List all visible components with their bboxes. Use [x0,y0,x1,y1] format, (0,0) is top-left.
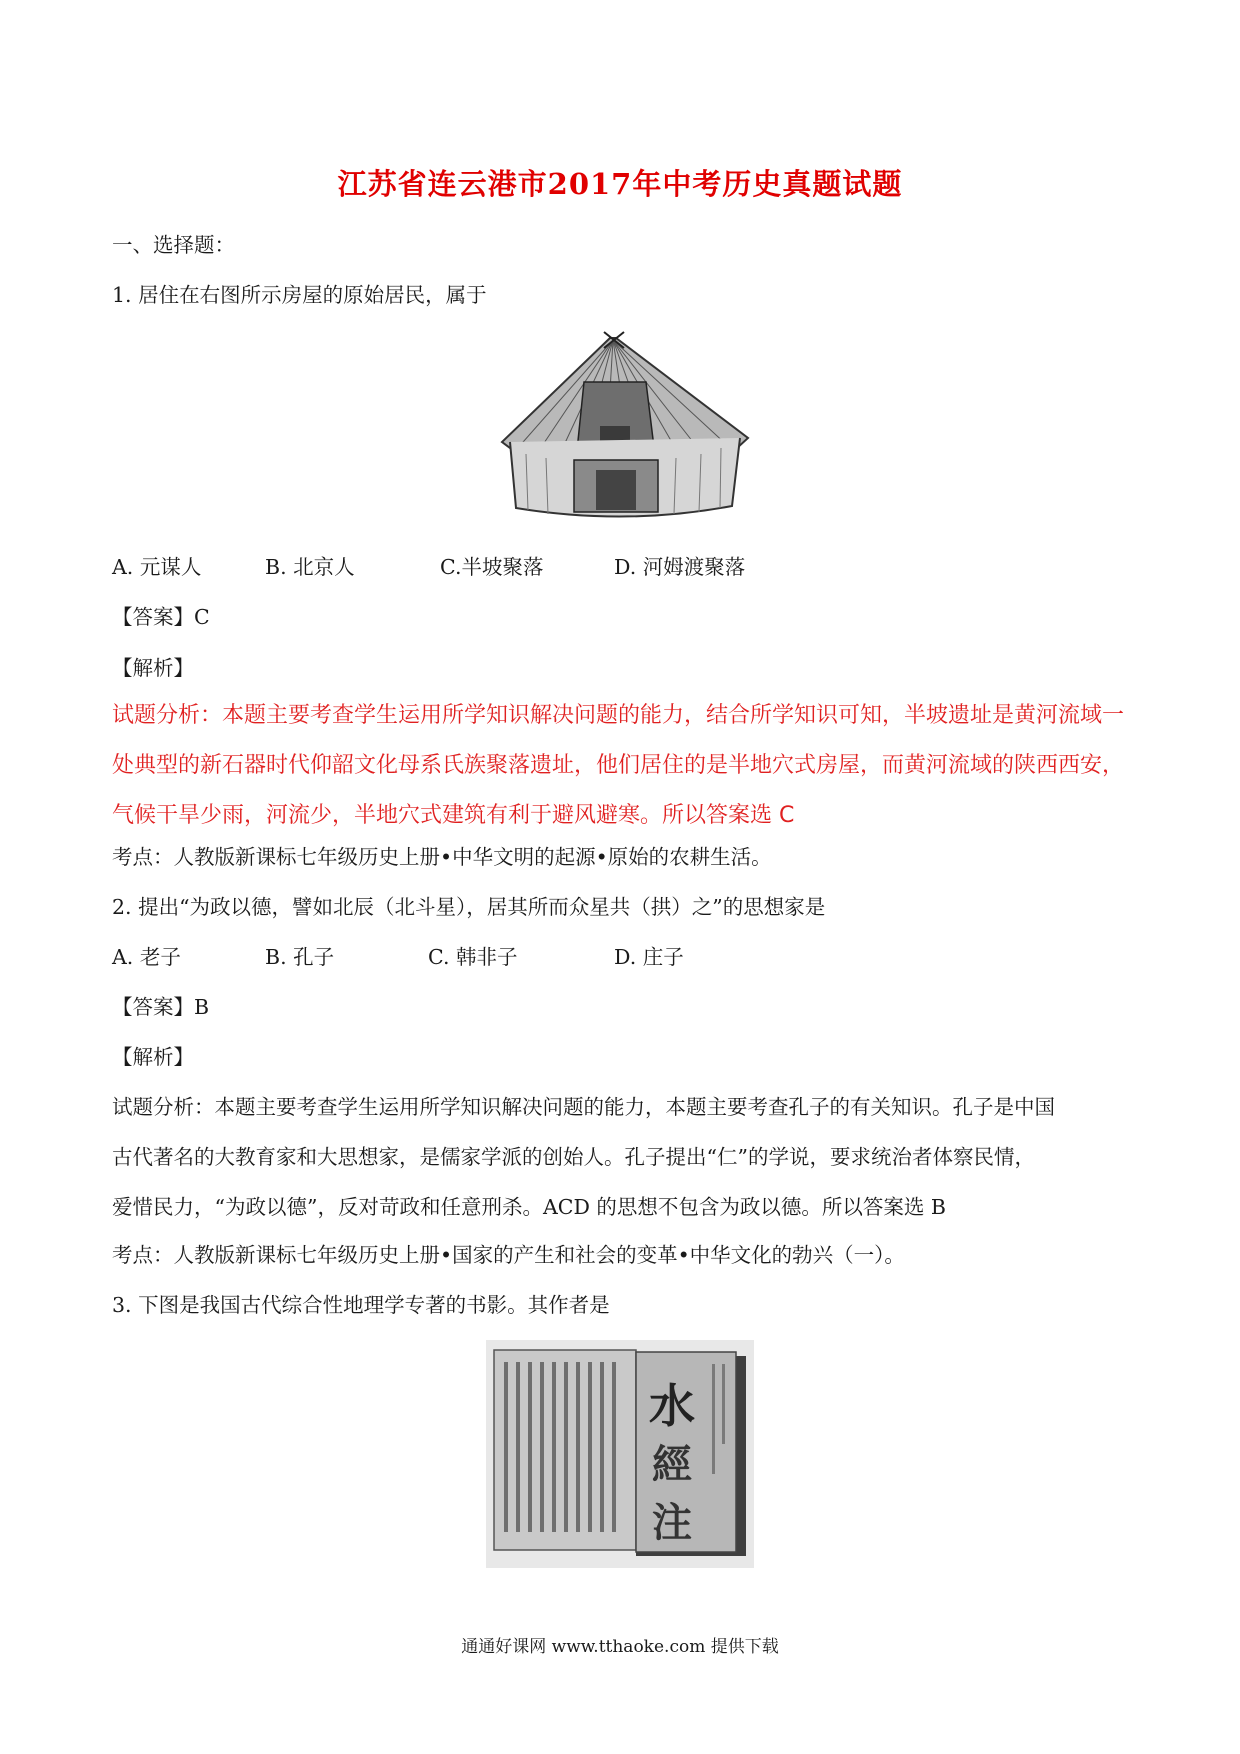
q1-answer: 【答案】C [112,605,210,629]
q3-stem: 3. 下图是我国古代综合性地理学专著的书影。其作者是 [112,1293,610,1317]
q1-analysis-line-2: 处典型的新石器时代仰韶文化母系氏族聚落遗址，他们居住的是半地穴式房屋，而黄河流域的陕西西安， [112,753,1125,778]
q1-analysis-line-3: 气候干旱少雨，河流少，半地穴式建筑有利于避风避寒。所以答案选 C [112,803,795,828]
page-title: 江苏省连云港市2017年中考历史真题试题 [337,167,903,201]
book-char-1: 水 [649,1379,695,1433]
q2-option-c: C. 韩非子 [428,945,518,969]
q2-kaodian: 考点：人教版新课标七年级历史上册•国家的产生和社会的变革•中华文化的勃兴（一）。 [112,1243,905,1267]
q2-analysis-line-1: 试题分析：本题主要考查学生运用所学知识解决问题的能力，本题主要考查孔子的有关知识。孔子是中国 [112,1095,1055,1119]
q1-option-d: D. 河姆渡聚落 [614,555,746,579]
q1-option-a: A. 元谋人 [112,555,202,579]
q2-option-a: A. 老子 [112,945,181,969]
q2-stem: 2. 提出“为政以德，譬如北辰（北斗星），居其所而众星共（拱）之”的思想家是 [112,895,826,919]
q1-analysis-line-1: 试题分析：本题主要考查学生运用所学知识解决问题的能力，结合所学知识可知，半坡遗址是黄河流域一 [112,703,1125,728]
q2-answer: 【答案】B [112,995,210,1019]
section-heading: 一、选择题： [112,233,235,257]
book-photo [486,1340,754,1568]
q2-analysis-label: 【解析】 [112,1045,194,1069]
book-char-3: 注 [652,1499,692,1546]
q1-analysis-label: 【解析】 [112,656,194,680]
q2-option-d: D. 庄子 [614,945,684,969]
q1-kaodian: 考点：人教版新课标七年级历史上册•中华文明的起源•原始的农耕生活。 [112,845,772,869]
book-char-2: 經 [652,1441,692,1488]
hut-illustration [496,330,754,530]
q2-analysis-line-2: 古代著名的大教育家和大思想家，是儒家学派的创始人。孔子提出“仁”的学说，要求统治者体察民情， [112,1145,1035,1169]
q2-option-b: B. 孔子 [265,945,335,969]
page-footer: 通通好课网 www.tthaoke.com 提供下载 [461,1637,779,1657]
q1-stem: 1. 居住在右图所示房屋的原始居民，属于 [112,283,487,307]
q2-analysis-line-3: 爱惜民力，“为政以德”，反对苛政和任意刑杀。ACD 的思想不包含为政以德。所以答案选 B [112,1195,946,1219]
q1-option-b: B. 北京人 [265,555,355,579]
q1-option-c: C.半坡聚落 [440,555,544,579]
